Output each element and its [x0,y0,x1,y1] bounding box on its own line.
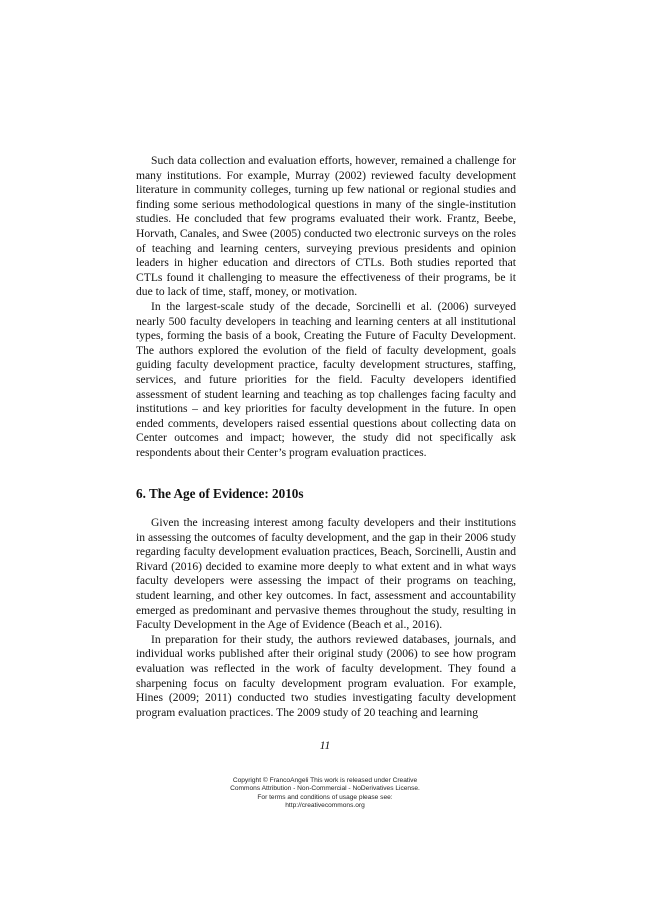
copyright-line: For terms and conditions of usage please see: [257,793,393,801]
page-number: 11 [319,739,331,752]
copyright-link[interactable]: http://creativecommons.org [285,801,365,809]
body-text-bottom [136,516,516,720]
paragraph: Given the increasing interest among faculty developers and their institutions in assessing the outcomes of faculty development, and the gap in their 2006 study regarding faculty development evaluation practices, Beach, Sorcinelli, Austin and Rivard (2016) decided to examine more deeply to what extent and in what ways faculty developers were assessing the impact of their programs on teaching, student learning, and other key outcomes. In fact, assessment and accountability emerged as predominant and pervasive themes throughout the study, resulting in Faculty Development in the Age of Evidence (Beach et al., 2016). [136,516,516,632]
copyright-line: Copyright © FrancoAngeli This work is released under Creative [232,777,418,784]
paragraph: Such data collection and evaluation efforts, however, remained a challenge for many institutions. For example, Murray (2002) reviewed faculty development literature in community colleges, turning up few national or regional studies and finding some serious methodological questions in many of the single-institution studies. He concluded that few programs evaluated their work. Frantz, Beebe, Horvath, Canales, and Swee (2005) conducted two electronic surveys on the roles of teaching and learning centers, surveying previous presidents and opinion leaders in higher education and directors of CTLs. Both studies reported that CTLs found it challenging to measure the effectiveness of their programs, be it due to lack of time, staff, money, or motivation. [136,154,516,299]
section-heading: 6. The Age of Evidence: 2010s [136,486,304,501]
paragraph: In preparation for their study, the authors reviewed databases, journals, and individual works published after their original study (2006) to see how program evaluation was reflected in the work of faculty development. They found a sharpening focus on faculty development program evaluation. For example, Hines (2009; 2011) conducted two studies investigating faculty development program evaluation practices. The 2009 study of 20 teaching and learning [136,632,516,719]
copyright-line: Commons Attribution - Non-Commercial - NoDerivatives License. [230,785,420,793]
paragraph: In the largest-scale study of the decade, Sorcinelli et al. (2006) surveyed nearly 500 faculty developers in teaching and learning centers at all institutional types, forming the basis of a book, Creating the Future of Faculty Development. The authors explored the evolution of the field of faculty development, goals guiding faculty development practice, faculty development structures, staffing, services, and future priorities for the field. Faculty developers identified assessment of student learning and teaching as top challenges facing faculty and institutions – and key priorities for faculty development in the future. In open ended comments, developers raised essential questions about collecting data on Center outcomes and impact; however, the study did not specifically ask respondents about their Center’s program evaluation practices. [136,299,516,459]
copyright-notice [0,777,650,810]
body-text-top [136,154,516,460]
